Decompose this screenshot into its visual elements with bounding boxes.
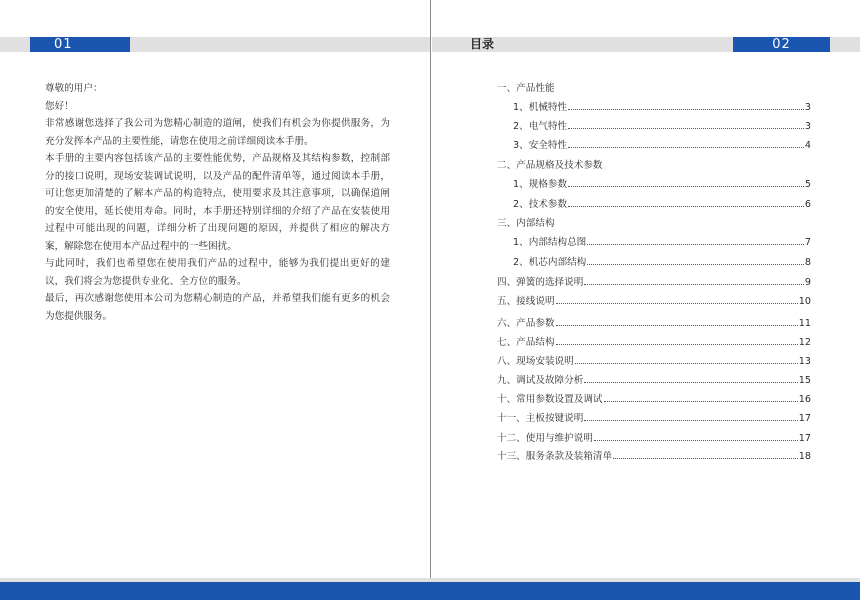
- letter-greeting: 尊敬的用户：: [45, 83, 103, 94]
- toc-leader: [587, 244, 804, 245]
- toc-entry[interactable]: [497, 315, 811, 329]
- right-page-number: 02: [733, 37, 830, 52]
- toc-label: 二、产品规格及技术参数: [497, 160, 603, 171]
- toc-label: 1、机械特性: [513, 102, 568, 113]
- toc-entry[interactable]: [513, 99, 811, 113]
- toc-label: 十、常用参数设置及调试: [497, 394, 603, 405]
- toc-leader: [584, 382, 797, 383]
- toc-page: 15: [798, 375, 811, 386]
- toc-label: 四、弹簧的选择说明: [497, 277, 584, 288]
- toc-page: 4: [804, 140, 811, 151]
- toc-page: 10: [798, 296, 811, 307]
- toc-leader: [568, 128, 804, 129]
- toc-leader: [575, 363, 798, 364]
- left-page-number: 01: [30, 37, 130, 52]
- toc-entry[interactable]: [497, 293, 811, 307]
- page-spine-divider: [430, 0, 431, 600]
- toc-label: 十一、主板按键说明: [497, 413, 584, 424]
- toc-entry[interactable]: [513, 234, 811, 248]
- toc-leader: [604, 401, 798, 402]
- toc-leader: [584, 284, 804, 285]
- toc-page: 16: [798, 394, 811, 405]
- toc-page: 17: [798, 433, 811, 444]
- toc-entry[interactable]: [497, 372, 811, 386]
- footer-band: [0, 582, 860, 600]
- toc-label: 2、机芯内部结构: [513, 257, 587, 268]
- toc-section[interactable]: [497, 157, 811, 171]
- toc-label: 七、产品结构: [497, 337, 555, 348]
- toc-entry[interactable]: [497, 448, 811, 462]
- letter-paragraph: 与此同时，我们也希望您在使用我们产品的过程中，能够为我们提出更好的建议，我们将会为您提供专业化、全方位的服务。: [45, 258, 390, 287]
- toc-label: 1、规格参数: [513, 179, 568, 190]
- toc-page: 13: [798, 356, 811, 367]
- toc-leader: [568, 147, 804, 148]
- toc-section[interactable]: [497, 215, 811, 229]
- toc-entry[interactable]: [513, 196, 811, 210]
- preface-letter: [45, 80, 390, 325]
- letter-paragraph: 最后，再次感谢您使用本公司为您精心制造的产品，并希望我们能有更多的机会为您提供服务。: [45, 293, 390, 322]
- toc-entry[interactable]: [513, 137, 811, 151]
- toc-label: 十二、使用与维护说明: [497, 433, 593, 444]
- toc-page: 17: [798, 413, 811, 424]
- toc-label: 1、内部结构总图: [513, 237, 587, 248]
- toc-page: 5: [804, 179, 811, 190]
- toc-page: 18: [798, 451, 811, 462]
- toc-label: 2、技术参数: [513, 199, 568, 210]
- letter-paragraph: 本手册的主要内容包括该产品的主要性能优势，产品规格及其结构参数，控制部分的接口说明，现场安装调试说明，以及产品的配件清单等，通过阅读本手册，可让您更加清楚的了解本产品的构造特点，使用要求及其注意事项，以确保道闸的安全使用，延长使用寿命。同时，本手册还特别详细的介绍了产品在安装使用过程中可能出现的问题，详细分析了出现问题的原因，并提供了相应的解决方案，解除您在使用本产品过程中的一些困扰。: [45, 153, 390, 252]
- toc-label: 2、电气特性: [513, 121, 568, 132]
- toc-leader: [613, 458, 798, 459]
- toc-leader: [587, 264, 804, 265]
- toc-label: 六、产品参数: [497, 318, 555, 329]
- toc-entry[interactable]: [497, 410, 811, 424]
- toc-leader: [568, 109, 804, 110]
- toc-entry[interactable]: [513, 254, 811, 268]
- toc-page: 11: [798, 318, 811, 329]
- toc-page: 7: [804, 237, 811, 248]
- toc-entry[interactable]: [513, 118, 811, 132]
- toc-label: 五、接线说明: [497, 296, 555, 307]
- letter-hello: 您好！: [45, 100, 74, 112]
- toc-leader: [568, 186, 804, 187]
- toc-page: 9: [804, 277, 811, 288]
- toc-leader: [594, 440, 798, 441]
- toc-entry[interactable]: [497, 353, 811, 367]
- letter-paragraph: 非常感谢您选择了我公司为您精心制造的道闸，使我们有机会为你提供服务，为充分发挥本产品的主要性能，请您在使用之前详细阅读本手册。: [45, 118, 390, 147]
- toc-label: 一、产品性能: [497, 83, 555, 94]
- toc-leader: [568, 206, 804, 207]
- toc-page: 6: [804, 199, 811, 210]
- toc-leader: [556, 344, 798, 345]
- toc-page: 12: [798, 337, 811, 348]
- toc-label: 三、内部结构: [497, 218, 555, 229]
- toc-entry[interactable]: [497, 391, 811, 405]
- toc-entry[interactable]: [513, 176, 811, 190]
- toc-page: 3: [804, 102, 811, 113]
- toc-leader: [556, 325, 798, 326]
- toc-entry[interactable]: [497, 274, 811, 288]
- toc-label: 十三、服务条款及装箱清单: [497, 451, 613, 462]
- toc-label: 九、调试及故障分析: [497, 375, 584, 386]
- toc-entry[interactable]: [497, 430, 811, 444]
- toc-title: 目录: [469, 37, 494, 51]
- toc-page: 3: [804, 121, 811, 132]
- toc-section[interactable]: [497, 80, 811, 94]
- toc-entry[interactable]: [497, 334, 811, 348]
- toc-leader: [556, 303, 798, 304]
- toc-label: 八、现场安装说明: [497, 356, 574, 367]
- toc-label: 3、安全特性: [513, 140, 568, 151]
- toc-page: 8: [804, 257, 811, 268]
- toc-leader: [584, 420, 797, 421]
